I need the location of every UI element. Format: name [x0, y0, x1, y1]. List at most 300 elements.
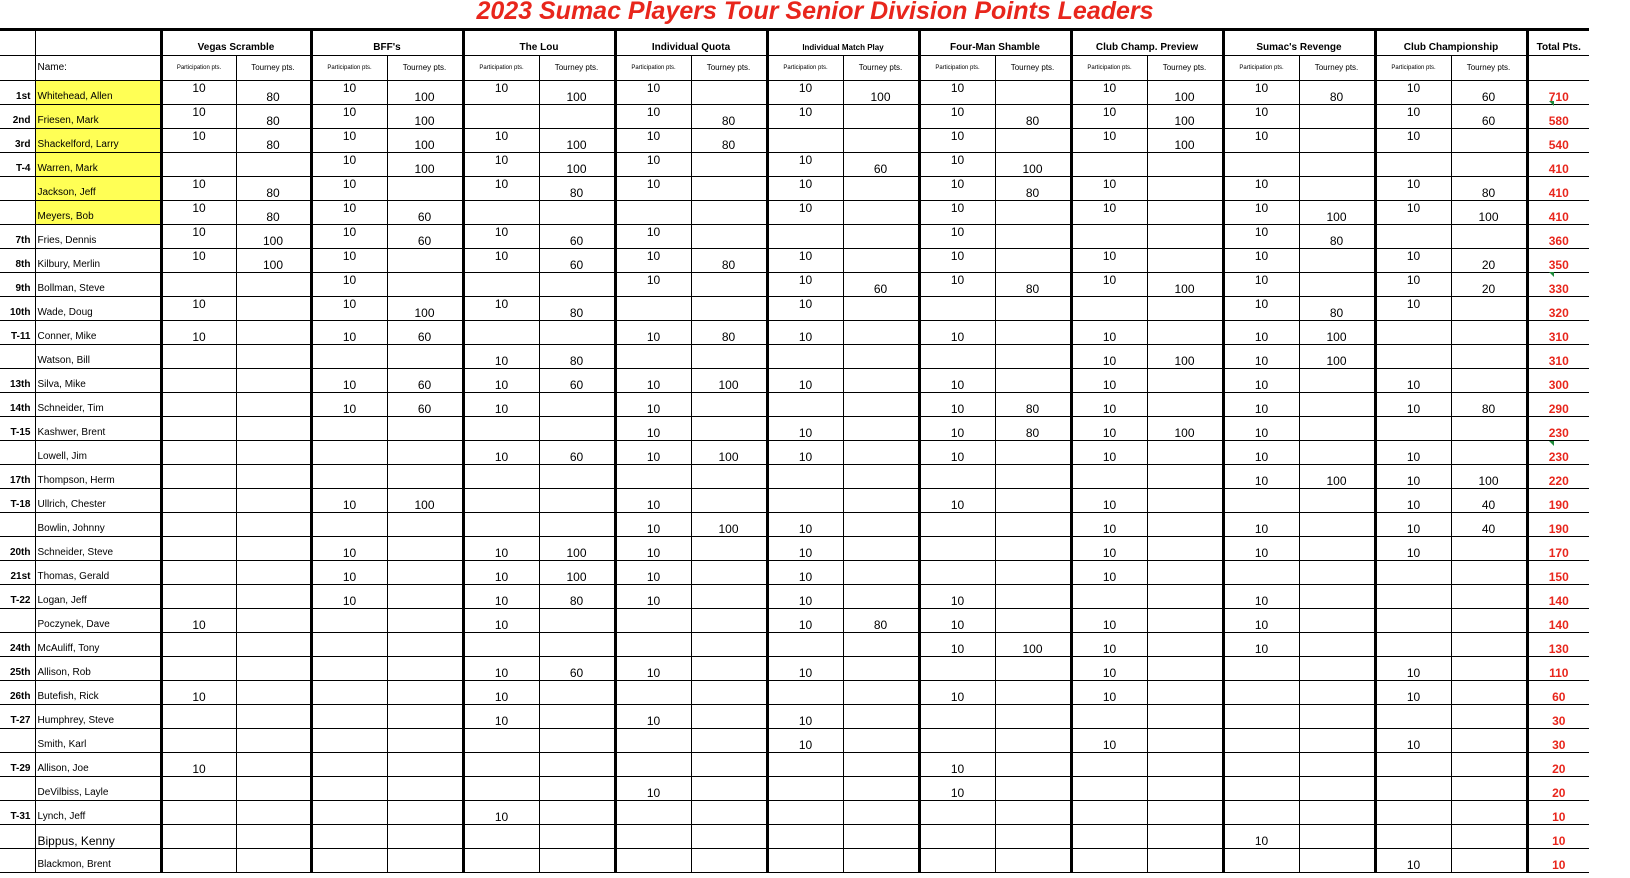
tourney-cell: 60: [1451, 105, 1527, 129]
total-points: 540: [1527, 129, 1589, 153]
participation-cell: 10: [463, 609, 539, 633]
tourney-cell: 80: [539, 297, 615, 321]
rank-cell: 9th: [0, 273, 35, 297]
rank-cell: [0, 441, 35, 465]
participation-cell: [311, 633, 387, 657]
participation-cell: [161, 417, 236, 441]
participation-cell: [311, 657, 387, 681]
tourney-cell: [1147, 225, 1223, 249]
participation-cell: 10: [919, 105, 995, 129]
tourney-cell: [387, 609, 463, 633]
participation-header: Participation pts.: [161, 56, 236, 81]
rank-cell: [0, 513, 35, 537]
participation-cell: [463, 489, 539, 513]
rank-cell: 25th: [0, 657, 35, 681]
tourney-cell: 100: [387, 489, 463, 513]
tourney-cell: [995, 369, 1071, 393]
tourney-cell: 100: [539, 129, 615, 153]
participation-cell: [1223, 681, 1299, 705]
tourney-header: Tourney pts.: [236, 56, 311, 81]
player-name: Kilbury, Merlin: [35, 249, 161, 273]
tourney-cell: [1299, 729, 1375, 753]
tourney-cell: [1299, 153, 1375, 177]
participation-cell: 10: [161, 225, 236, 249]
tourney-cell: 100: [1147, 81, 1223, 105]
participation-cell: [1375, 153, 1451, 177]
player-name: Silva, Mike: [35, 369, 161, 393]
player-name: Shackelford, Larry: [35, 129, 161, 153]
participation-cell: [1071, 801, 1147, 825]
participation-cell: [463, 849, 539, 873]
tourney-cell: 40: [1451, 513, 1527, 537]
table-row: [0, 633, 1589, 657]
tourney-cell: [387, 825, 463, 849]
participation-cell: [919, 705, 995, 729]
tourney-cell: [1451, 417, 1527, 441]
tourney-cell: [236, 417, 311, 441]
participation-cell: 10: [919, 585, 995, 609]
tourney-cell: [236, 705, 311, 729]
tourney-cell: [691, 177, 767, 201]
tourney-cell: [236, 489, 311, 513]
player-name: McAuliff, Tony: [35, 633, 161, 657]
participation-cell: 10: [311, 537, 387, 561]
tourney-cell: 80: [236, 81, 311, 105]
table-row: [0, 537, 1589, 561]
participation-cell: 10: [615, 537, 691, 561]
participation-cell: [311, 513, 387, 537]
tourney-cell: [843, 393, 919, 417]
tourney-cell: 80: [236, 129, 311, 153]
participation-cell: 10: [767, 561, 843, 585]
participation-cell: 10: [767, 153, 843, 177]
tourney-cell: [1299, 849, 1375, 873]
participation-cell: [311, 609, 387, 633]
participation-cell: 10: [1223, 129, 1299, 153]
tourney-cell: [843, 777, 919, 801]
participation-cell: 10: [919, 681, 995, 705]
tourney-cell: [387, 753, 463, 777]
participation-cell: 10: [1375, 81, 1451, 105]
participation-cell: [161, 513, 236, 537]
tourney-cell: 100: [1299, 465, 1375, 489]
participation-cell: 10: [311, 81, 387, 105]
participation-cell: 10: [919, 225, 995, 249]
table-row: [0, 825, 1589, 849]
tourney-cell: [1451, 561, 1527, 585]
tourney-cell: [843, 585, 919, 609]
participation-cell: 10: [767, 441, 843, 465]
tourney-cell: [995, 321, 1071, 345]
participation-cell: [919, 825, 995, 849]
participation-cell: [161, 393, 236, 417]
tourney-cell: [843, 177, 919, 201]
table-row: [0, 417, 1589, 441]
tourney-cell: 60: [387, 201, 463, 225]
participation-cell: [463, 105, 539, 129]
participation-cell: 10: [1223, 321, 1299, 345]
participation-cell: [463, 777, 539, 801]
tourney-cell: [236, 801, 311, 825]
participation-cell: [161, 153, 236, 177]
participation-cell: [1375, 753, 1451, 777]
participation-cell: [311, 753, 387, 777]
participation-cell: [1375, 345, 1451, 369]
participation-cell: 10: [919, 393, 995, 417]
tourney-cell: [691, 393, 767, 417]
tourney-cell: [236, 465, 311, 489]
rank-cell: 21st: [0, 561, 35, 585]
participation-cell: 10: [1223, 225, 1299, 249]
tourney-cell: [995, 777, 1071, 801]
event-header-bff-s: BFF's: [311, 30, 463, 56]
tourney-cell: [1147, 201, 1223, 225]
tourney-cell: [236, 729, 311, 753]
participation-cell: 10: [767, 81, 843, 105]
name-header: Name:: [35, 56, 161, 81]
rank-cell: 1st: [0, 81, 35, 105]
total-points: 330: [1527, 273, 1589, 297]
tourney-cell: [691, 777, 767, 801]
tourney-cell: [236, 441, 311, 465]
tourney-cell: 60: [1451, 81, 1527, 105]
participation-cell: 10: [1223, 441, 1299, 465]
participation-cell: 10: [767, 249, 843, 273]
participation-header: Participation pts.: [311, 56, 387, 81]
tourney-cell: [1451, 753, 1527, 777]
participation-cell: 10: [161, 753, 236, 777]
participation-cell: [1375, 705, 1451, 729]
participation-cell: [919, 849, 995, 873]
rank-cell: T-29: [0, 753, 35, 777]
participation-cell: 10: [919, 321, 995, 345]
table-row: [0, 369, 1589, 393]
participation-cell: 10: [919, 177, 995, 201]
participation-cell: 10: [767, 273, 843, 297]
player-name: Schneider, Tim: [35, 393, 161, 417]
participation-cell: 10: [463, 585, 539, 609]
tourney-cell: [843, 441, 919, 465]
participation-cell: [1071, 825, 1147, 849]
participation-cell: [615, 465, 691, 489]
tourney-cell: [995, 753, 1071, 777]
tourney-cell: 80: [995, 105, 1071, 129]
participation-cell: 10: [161, 609, 236, 633]
tourney-cell: [236, 849, 311, 873]
tourney-cell: [1299, 489, 1375, 513]
tourney-cell: [539, 777, 615, 801]
table-row: [0, 513, 1589, 537]
tourney-cell: [1299, 609, 1375, 633]
participation-cell: 10: [767, 729, 843, 753]
tourney-cell: [1147, 249, 1223, 273]
tourney-cell: [995, 705, 1071, 729]
participation-cell: [161, 705, 236, 729]
participation-cell: 10: [311, 489, 387, 513]
player-name: Allison, Rob: [35, 657, 161, 681]
participation-cell: 10: [615, 441, 691, 465]
table-row: [0, 705, 1589, 729]
participation-cell: [767, 129, 843, 153]
participation-cell: 10: [311, 201, 387, 225]
table-row: [0, 393, 1589, 417]
tourney-cell: [539, 489, 615, 513]
table-row: [0, 753, 1589, 777]
tourney-cell: [1299, 441, 1375, 465]
participation-cell: [615, 729, 691, 753]
tourney-cell: [995, 729, 1071, 753]
participation-cell: [919, 537, 995, 561]
player-name: Bollman, Steve: [35, 273, 161, 297]
tourney-cell: [1147, 801, 1223, 825]
participation-cell: 10: [615, 657, 691, 681]
participation-cell: [161, 657, 236, 681]
event-header-sumac-s-revenge: Sumac's Revenge: [1223, 30, 1375, 56]
participation-cell: 10: [615, 705, 691, 729]
player-name: Conner, Mike: [35, 321, 161, 345]
tourney-cell: [1451, 777, 1527, 801]
tourney-cell: 80: [539, 177, 615, 201]
participation-cell: 10: [311, 129, 387, 153]
participation-cell: [161, 561, 236, 585]
player-name: Wade, Doug: [35, 297, 161, 321]
participation-cell: 10: [919, 129, 995, 153]
participation-cell: 10: [1071, 369, 1147, 393]
tourney-cell: [1299, 633, 1375, 657]
total-points: 190: [1527, 513, 1589, 537]
tourney-header: Tourney pts.: [1299, 56, 1375, 81]
tourney-cell: [1147, 297, 1223, 321]
participation-header: Participation pts.: [1071, 56, 1147, 81]
tourney-cell: [995, 801, 1071, 825]
participation-cell: 10: [919, 633, 995, 657]
rank-cell: T-27: [0, 705, 35, 729]
player-name: Jackson, Jeff: [35, 177, 161, 201]
rank-cell: T-18: [0, 489, 35, 513]
participation-cell: 10: [161, 249, 236, 273]
player-name: Bowlin, Johnny: [35, 513, 161, 537]
tourney-header: Tourney pts.: [995, 56, 1071, 81]
participation-cell: 10: [463, 657, 539, 681]
tourney-cell: [236, 825, 311, 849]
tourney-cell: [691, 297, 767, 321]
total-points: 290: [1527, 393, 1589, 417]
participation-header: Participation pts.: [919, 56, 995, 81]
total-points: 350: [1527, 249, 1589, 273]
tourney-cell: [691, 801, 767, 825]
tourney-cell: [1147, 729, 1223, 753]
tourney-cell: [995, 825, 1071, 849]
tourney-cell: [1299, 513, 1375, 537]
participation-cell: [615, 633, 691, 657]
participation-cell: [615, 681, 691, 705]
rank-cell: 24th: [0, 633, 35, 657]
rank-cell: 7th: [0, 225, 35, 249]
participation-cell: 10: [1223, 249, 1299, 273]
total-points: 140: [1527, 609, 1589, 633]
participation-cell: [161, 489, 236, 513]
participation-cell: 10: [311, 393, 387, 417]
tourney-cell: [691, 753, 767, 777]
tourney-cell: [539, 105, 615, 129]
tourney-cell: [1299, 393, 1375, 417]
tourney-cell: [995, 441, 1071, 465]
participation-cell: 10: [161, 105, 236, 129]
tourney-cell: [843, 345, 919, 369]
participation-cell: [767, 801, 843, 825]
participation-cell: [1071, 753, 1147, 777]
tourney-cell: 80: [691, 105, 767, 129]
participation-cell: 10: [615, 249, 691, 273]
tourney-cell: 80: [995, 393, 1071, 417]
total-points: 140: [1527, 585, 1589, 609]
tourney-cell: [995, 489, 1071, 513]
participation-cell: [1223, 489, 1299, 513]
participation-cell: [1223, 753, 1299, 777]
table-row: [0, 849, 1589, 873]
player-name: Meyers, Bob: [35, 201, 161, 225]
participation-cell: 10: [1223, 393, 1299, 417]
tourney-cell: [1299, 753, 1375, 777]
rank-cell: [0, 825, 35, 849]
tourney-cell: [1147, 681, 1223, 705]
tourney-cell: 60: [843, 153, 919, 177]
tourney-cell: 80: [1299, 297, 1375, 321]
event-header-individual-match-play: Individual Match Play: [767, 30, 919, 56]
tourney-cell: 100: [1147, 345, 1223, 369]
tourney-cell: [387, 417, 463, 441]
tourney-cell: [387, 657, 463, 681]
participation-cell: 10: [767, 537, 843, 561]
participation-cell: [1375, 321, 1451, 345]
tourney-cell: 100: [1147, 417, 1223, 441]
participation-cell: [311, 777, 387, 801]
participation-cell: [463, 273, 539, 297]
tourney-cell: [236, 345, 311, 369]
tourney-cell: 20: [1451, 273, 1527, 297]
tourney-cell: [1451, 801, 1527, 825]
participation-cell: 10: [615, 225, 691, 249]
rank-cell: T-31: [0, 801, 35, 825]
tourney-cell: 100: [691, 441, 767, 465]
participation-cell: [615, 801, 691, 825]
participation-cell: 10: [463, 537, 539, 561]
participation-cell: 10: [1375, 129, 1451, 153]
participation-cell: [463, 825, 539, 849]
participation-cell: [767, 489, 843, 513]
participation-cell: 10: [615, 393, 691, 417]
participation-cell: [161, 369, 236, 393]
total-points: 170: [1527, 537, 1589, 561]
participation-cell: [1071, 705, 1147, 729]
participation-cell: 10: [311, 153, 387, 177]
tourney-cell: [1147, 153, 1223, 177]
tourney-cell: 100: [691, 513, 767, 537]
tourney-cell: [236, 777, 311, 801]
participation-cell: [1375, 777, 1451, 801]
participation-cell: 10: [463, 153, 539, 177]
participation-cell: 10: [161, 129, 236, 153]
participation-header: Participation pts.: [615, 56, 691, 81]
total-points: 310: [1527, 321, 1589, 345]
participation-cell: [919, 465, 995, 489]
participation-cell: 10: [1071, 729, 1147, 753]
tourney-cell: 60: [539, 441, 615, 465]
rank-cell: T-4: [0, 153, 35, 177]
total-points: 230: [1527, 417, 1589, 441]
tourney-cell: [843, 849, 919, 873]
total-points: 30: [1527, 705, 1589, 729]
tourney-cell: 60: [387, 321, 463, 345]
total-points: 110: [1527, 657, 1589, 681]
tourney-cell: [1451, 729, 1527, 753]
participation-cell: 10: [615, 489, 691, 513]
table-row: [0, 153, 1589, 177]
tourney-cell: [843, 465, 919, 489]
participation-cell: 10: [767, 105, 843, 129]
tourney-cell: [1451, 441, 1527, 465]
participation-cell: 10: [463, 801, 539, 825]
participation-cell: [311, 681, 387, 705]
participation-cell: 10: [1071, 393, 1147, 417]
tourney-cell: 100: [387, 105, 463, 129]
tourney-cell: 100: [539, 153, 615, 177]
table-row: [0, 129, 1589, 153]
tourney-cell: [539, 681, 615, 705]
table-row: [0, 777, 1589, 801]
tourney-cell: [1147, 489, 1223, 513]
tourney-cell: [539, 513, 615, 537]
event-header-club-champ-preview: Club Champ. Preview: [1071, 30, 1223, 56]
rank-cell: [0, 177, 35, 201]
player-name: Whitehead, Allen: [35, 81, 161, 105]
participation-cell: [615, 825, 691, 849]
tourney-cell: [539, 465, 615, 489]
tourney-cell: [995, 657, 1071, 681]
player-name: Warren, Mark: [35, 153, 161, 177]
participation-cell: [311, 441, 387, 465]
participation-cell: [311, 801, 387, 825]
participation-cell: 10: [767, 513, 843, 537]
participation-cell: 10: [615, 81, 691, 105]
participation-cell: 10: [919, 417, 995, 441]
participation-cell: 10: [161, 81, 236, 105]
table-row: [0, 609, 1589, 633]
rank-cell: T-11: [0, 321, 35, 345]
tourney-cell: [387, 801, 463, 825]
total-points: 60: [1527, 681, 1589, 705]
rank-cell: [0, 729, 35, 753]
tourney-cell: [539, 609, 615, 633]
participation-cell: [463, 201, 539, 225]
points-leaders-table: [0, 28, 1589, 873]
participation-cell: [1223, 849, 1299, 873]
participation-cell: 10: [1071, 417, 1147, 441]
participation-cell: [919, 345, 995, 369]
participation-cell: [919, 561, 995, 585]
tourney-cell: [995, 537, 1071, 561]
participation-cell: 10: [311, 273, 387, 297]
total-points: 10: [1527, 801, 1589, 825]
event-header-individual-quota: Individual Quota: [615, 30, 767, 56]
participation-cell: 10: [1375, 297, 1451, 321]
participation-cell: 10: [1071, 345, 1147, 369]
participation-cell: 10: [919, 153, 995, 177]
participation-cell: 10: [767, 705, 843, 729]
tourney-cell: [236, 321, 311, 345]
comment-marker: [1549, 101, 1554, 106]
participation-cell: [311, 705, 387, 729]
